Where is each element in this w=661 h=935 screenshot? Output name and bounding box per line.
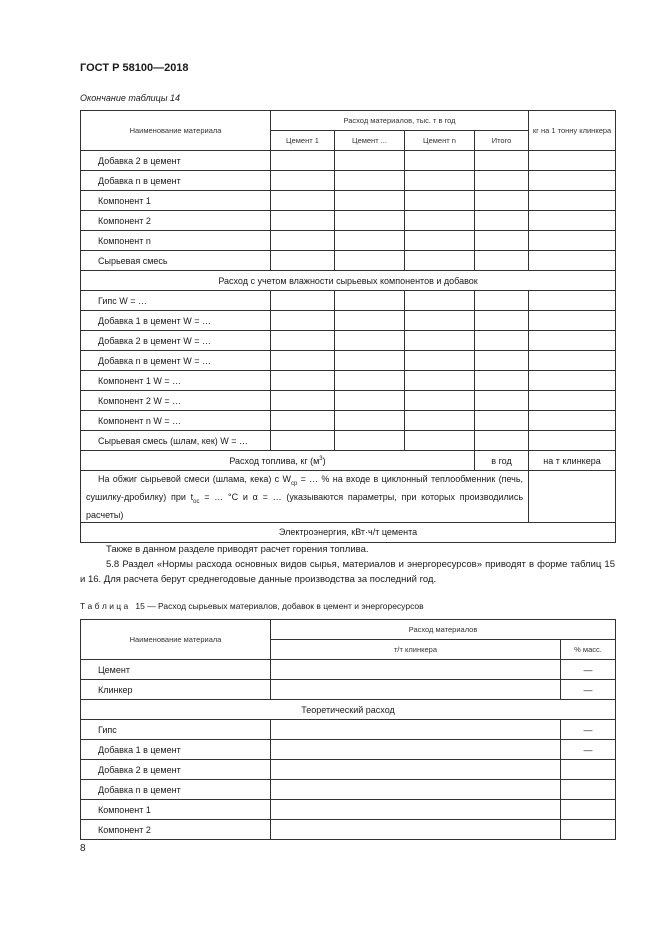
value-cell: [475, 211, 529, 231]
header-per-ton: кг на 1 тонну клинкера: [529, 111, 616, 151]
page-number: 8: [80, 843, 86, 854]
row-label: Компонент 1: [81, 191, 271, 211]
value-cell: [405, 291, 475, 311]
t15-header-material-name: Наименование материала: [81, 620, 271, 660]
value-cell: [335, 391, 405, 411]
value-cell: [271, 391, 335, 411]
row-label: Сырьевая смесь: [81, 251, 271, 271]
fuel-label-close: ): [322, 455, 326, 466]
value-cell: [271, 211, 335, 231]
table15-title-text: — Расход сырьевых материалов, добавок в цемент и энергоресурсов: [144, 601, 424, 611]
pct-cell: —: [561, 740, 616, 760]
table-row: [81, 191, 616, 211]
table-row: [81, 311, 616, 331]
header-cement-1: Цемент 1: [271, 131, 335, 151]
firing-part-3: = … °С и α = … (указываются параметры, при которых производились расчеты): [86, 491, 524, 520]
value-cell: [475, 331, 529, 351]
value-cell: [405, 171, 475, 191]
value-cell: [271, 660, 561, 680]
pct-cell: —: [561, 680, 616, 700]
row-label: Добавка 1 в цемент W = …: [81, 311, 271, 331]
value-cell: [529, 231, 616, 251]
table-row: [81, 680, 616, 700]
value-cell: [475, 311, 529, 331]
value-cell: [529, 191, 616, 211]
row-label: Добавка 2 в цемент: [81, 151, 271, 171]
row-label: Гипс W = …: [81, 291, 271, 311]
value-cell: [335, 431, 405, 451]
value-cell: [529, 331, 616, 351]
value-cell: [335, 351, 405, 371]
firing-part-2: = … % на входе в циклонный теплообменник (печь, сушилку-дробилку) при t: [86, 474, 524, 502]
fuel-per-ton: на т клинкера: [529, 451, 616, 471]
fuel-label: [81, 451, 475, 471]
value-cell: [529, 151, 616, 171]
value-cell: [271, 171, 335, 191]
firing-part-1: На обжиг сырьевой смеси (шлама, кека) с W: [98, 474, 291, 484]
electricity-row: Электроэнергия, кВт·ч/т цемента: [81, 522, 616, 542]
value-cell: [475, 231, 529, 251]
row-label: Компонент 2: [81, 820, 271, 840]
row-label: Добавка n в цемент: [81, 780, 271, 800]
table-row: [81, 331, 616, 351]
value-cell: [271, 680, 561, 700]
table-row: [81, 800, 616, 820]
document-header: ГОСТ Р 58100—2018: [80, 62, 189, 74]
value-cell: [529, 351, 616, 371]
value-cell: [529, 371, 616, 391]
section-theoretical: Теоретический расход: [81, 700, 616, 720]
row-label: Компонент 2: [81, 211, 271, 231]
value-cell: [271, 311, 335, 331]
value-cell: [529, 171, 616, 191]
table-row: [81, 720, 616, 740]
value-cell: [271, 191, 335, 211]
value-cell: [335, 171, 405, 191]
value-cell: [475, 391, 529, 411]
row-label: Компонент n: [81, 231, 271, 251]
row-label: Компонент 1 W = …: [81, 371, 271, 391]
row-label: Гипс: [81, 720, 271, 740]
value-cell: [405, 391, 475, 411]
value-cell: [529, 291, 616, 311]
value-cell: [271, 740, 561, 760]
table-row: [81, 820, 616, 840]
row-label: Компонент 2 W = …: [81, 391, 271, 411]
value-cell: [475, 411, 529, 431]
table14-caption: Окончание таблицы 14: [80, 93, 180, 103]
table-row: [81, 391, 616, 411]
value-cell: [335, 211, 405, 231]
value-cell: [475, 291, 529, 311]
table-row: [81, 371, 616, 391]
value-cell: [475, 431, 529, 451]
value-cell: [405, 191, 475, 211]
value-cell: [335, 371, 405, 391]
table-row: [81, 251, 616, 271]
value-cell: [271, 331, 335, 351]
table-row: [81, 660, 616, 680]
value-cell: [335, 331, 405, 351]
value-cell: [271, 351, 335, 371]
table-row: [81, 291, 616, 311]
table-row: [81, 151, 616, 171]
row-label: Добавка 1 в цемент: [81, 740, 271, 760]
row-label: Добавка n в цемент: [81, 171, 271, 191]
table-row: [81, 211, 616, 231]
table-row: [81, 780, 616, 800]
value-cell: [475, 171, 529, 191]
value-cell: [529, 251, 616, 271]
table-row: [81, 411, 616, 431]
value-cell: [405, 411, 475, 431]
t15-header-consumption: Расход материалов: [271, 620, 616, 640]
firing-value: [529, 471, 616, 523]
row-label: Добавка 2 в цемент W = …: [81, 331, 271, 351]
value-cell: [405, 351, 475, 371]
value-cell: [335, 231, 405, 251]
table-row: [81, 171, 616, 191]
table-row: [81, 760, 616, 780]
firing-description: [81, 471, 529, 523]
value-cell: [475, 151, 529, 171]
row-label: Сырьевая смесь (шлам, кек) W = …: [81, 431, 271, 451]
value-cell: [271, 431, 335, 451]
section-moisture: Расход с учетом влажности сырьевых компонентов и добавок: [81, 271, 616, 291]
value-cell: [405, 431, 475, 451]
table15-title: [80, 601, 424, 611]
table-15: [80, 619, 616, 840]
value-cell: [271, 720, 561, 740]
value-cell: [405, 151, 475, 171]
value-cell: [271, 780, 561, 800]
table-row: [81, 740, 616, 760]
value-cell: [271, 371, 335, 391]
value-cell: [529, 431, 616, 451]
value-cell: [271, 251, 335, 271]
value-cell: [271, 820, 561, 840]
pct-cell: —: [561, 660, 616, 680]
value-cell: [335, 151, 405, 171]
value-cell: [271, 231, 335, 251]
row-label: Клинкер: [81, 680, 271, 700]
pct-cell: [561, 760, 616, 780]
value-cell: [335, 311, 405, 331]
t15-header-pct-mass: % масс.: [561, 640, 616, 660]
value-cell: [271, 291, 335, 311]
value-cell: [405, 231, 475, 251]
value-cell: [405, 211, 475, 231]
paragraph-section-5-8: 5.8 Раздел «Нормы расхода основных видов сырья, материалов и энергоресурсов» приводят в форме таблиц 15 и 16. Для расчета берут среднегодовые данные производства за последний год.: [80, 559, 615, 585]
table-row: [81, 431, 616, 451]
value-cell: [529, 311, 616, 331]
header-consumption-group: Расход материалов, тыс. т в год: [271, 111, 529, 131]
value-cell: [529, 211, 616, 231]
firing-sub-2: ос: [193, 498, 200, 505]
value-cell: [271, 151, 335, 171]
t15-header-t-per-t: т/т клинкера: [271, 640, 561, 660]
header-cement-n: Цемент n: [405, 131, 475, 151]
value-cell: [335, 191, 405, 211]
firing-sub-1: ср: [290, 480, 298, 487]
pct-cell: —: [561, 720, 616, 740]
header-cement-etc: Цемент ...: [335, 131, 405, 151]
table-row: [81, 231, 616, 251]
fuel-per-year: в год: [475, 451, 529, 471]
value-cell: [405, 371, 475, 391]
header-material-name: Наименование материала: [81, 111, 271, 151]
row-label: Цемент: [81, 660, 271, 680]
value-cell: [529, 391, 616, 411]
value-cell: [335, 291, 405, 311]
value-cell: [405, 251, 475, 271]
pct-cell: [561, 780, 616, 800]
header-total: Итого: [475, 131, 529, 151]
value-cell: [405, 331, 475, 351]
row-label: Добавка 2 в цемент: [81, 760, 271, 780]
table-row: [81, 351, 616, 371]
paragraph-fuel-combustion: Также в данном разделе приводят расчет горения топлива.: [106, 544, 369, 555]
fuel-label-exp: 3: [319, 455, 323, 462]
value-cell: [405, 311, 475, 331]
value-cell: [271, 411, 335, 431]
value-cell: [475, 371, 529, 391]
table15-title-prefix: Т а б л и ц а 15: [80, 601, 145, 611]
row-label: Компонент 1: [81, 800, 271, 820]
value-cell: [475, 351, 529, 371]
fuel-label-text: Расход топлива, кг (м: [229, 455, 320, 466]
pct-cell: [561, 800, 616, 820]
pct-cell: [561, 820, 616, 840]
value-cell: [271, 760, 561, 780]
value-cell: [271, 800, 561, 820]
value-cell: [529, 411, 616, 431]
value-cell: [475, 191, 529, 211]
value-cell: [475, 251, 529, 271]
row-label: Компонент n W = …: [81, 411, 271, 431]
table-14: [80, 110, 616, 543]
value-cell: [335, 411, 405, 431]
row-label: Добавка n в цемент W = …: [81, 351, 271, 371]
value-cell: [335, 251, 405, 271]
